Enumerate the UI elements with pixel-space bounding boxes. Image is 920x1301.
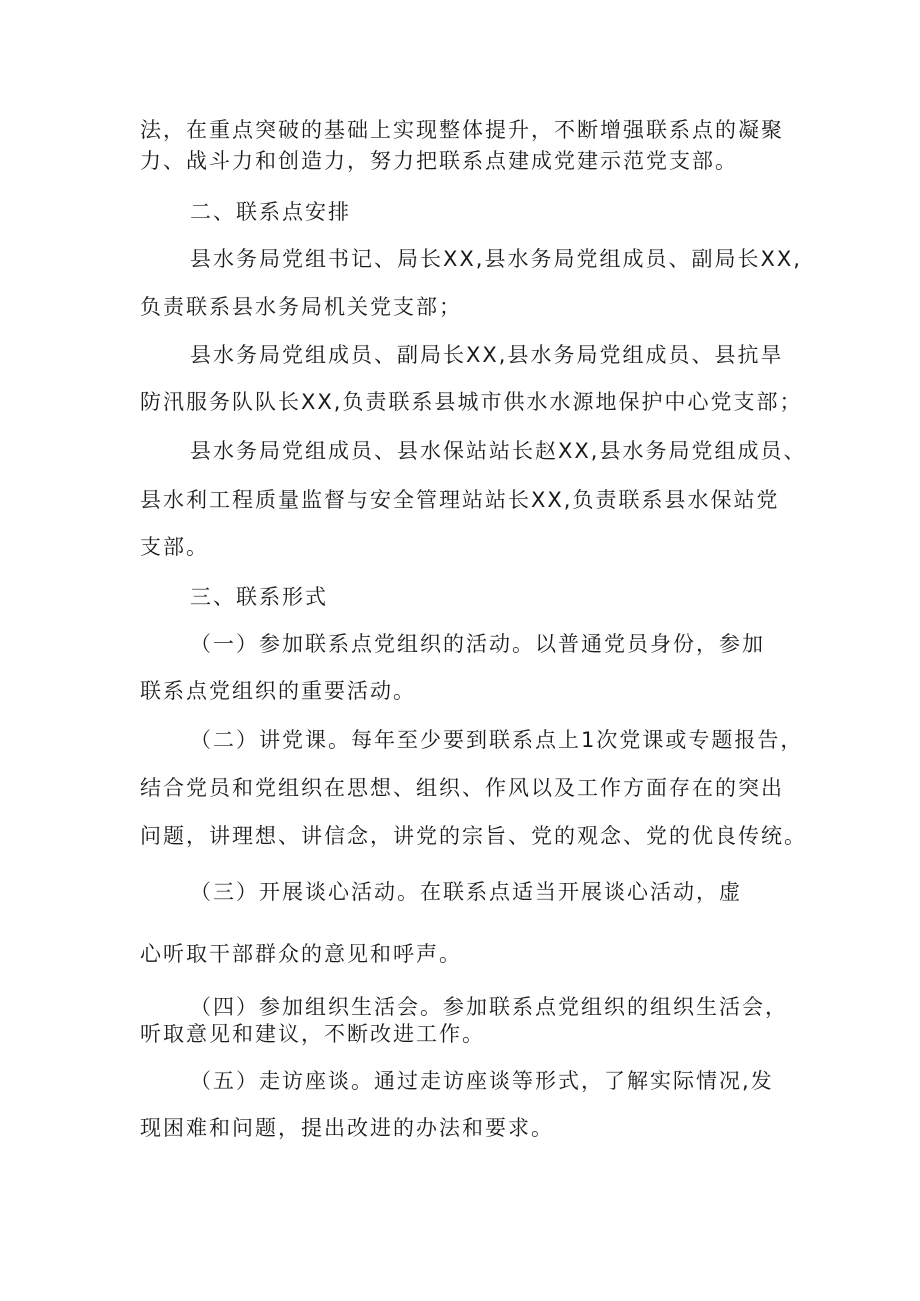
paragraph-1-line-1: 法，在重点突破的基础上实现整体提升，不断增强联系点的凝聚 [140,118,784,142]
paragraph-6-line-2: 结合党员和党组织在思想、组织、作风以及工作方面存在的突出 [140,776,784,800]
paragraph-8-line-1: （四）参加组织生活会。参加联系点党组织的组织生活会， [190,995,788,1019]
paragraph-2-line-2: 负责联系县水务局机关党支部； [140,295,462,319]
paragraph-3-line-1: 县水务局党组成员、副局长XX,县水务局党组成员、县抗旱 [190,343,784,367]
paragraph-2-line-1: 县水务局党组书记、局长XX,县水务局党组成员、副局长XX, [190,247,802,271]
paragraph-4-line-1: 县水务局党组成员、县水保站站长赵XX,县水务局党组成员、 [190,439,807,463]
paragraph-7-line-2: 心听取干部群众的意见和呼声。 [140,942,462,966]
paragraph-4-line-2: 县水利工程质量监督与安全管理站站长XX,负责联系县水保站党 [140,488,780,512]
paragraph-1-line-2: 力、战斗力和创造力，努力把联系点建成党建示范党支部。 [140,149,738,173]
section-heading-3: 三、联系形式 [190,585,328,609]
paragraph-5-line-2: 联系点党组织的重要活动。 [140,679,416,703]
section-heading-2: 二、联系点安排 [190,200,351,224]
paragraph-5-line-1: （一）参加联系点党组织的活动。以普通党员身份，参加 [190,632,765,656]
paragraph-9-line-1: （五）走访座谈。通过走访座谈等形式，了解实际情况,发 [190,1069,774,1093]
paragraph-3-line-2: 防汛服务队队长XX,负责联系县城市供水水源地保护中心党支部； [140,390,803,414]
paragraph-4-line-3: 支部。 [140,535,209,559]
paragraph-6-line-1: （二）讲党课。每年至少要到联系点上1次党课或专题报告， [190,728,804,752]
paragraph-9-line-2: 现困难和问题，提出改进的办法和要求。 [140,1116,554,1140]
paragraph-8-line-2: 听取意见和建议，不断改进工作。 [140,1022,485,1046]
paragraph-7-line-1: （三）开展谈心活动。在联系点适当开展谈心活动，虚 [190,880,742,904]
paragraph-6-line-3: 问题，讲理想、讲信念，讲党的宗旨、党的观念、党的优良传统。 [140,824,807,848]
